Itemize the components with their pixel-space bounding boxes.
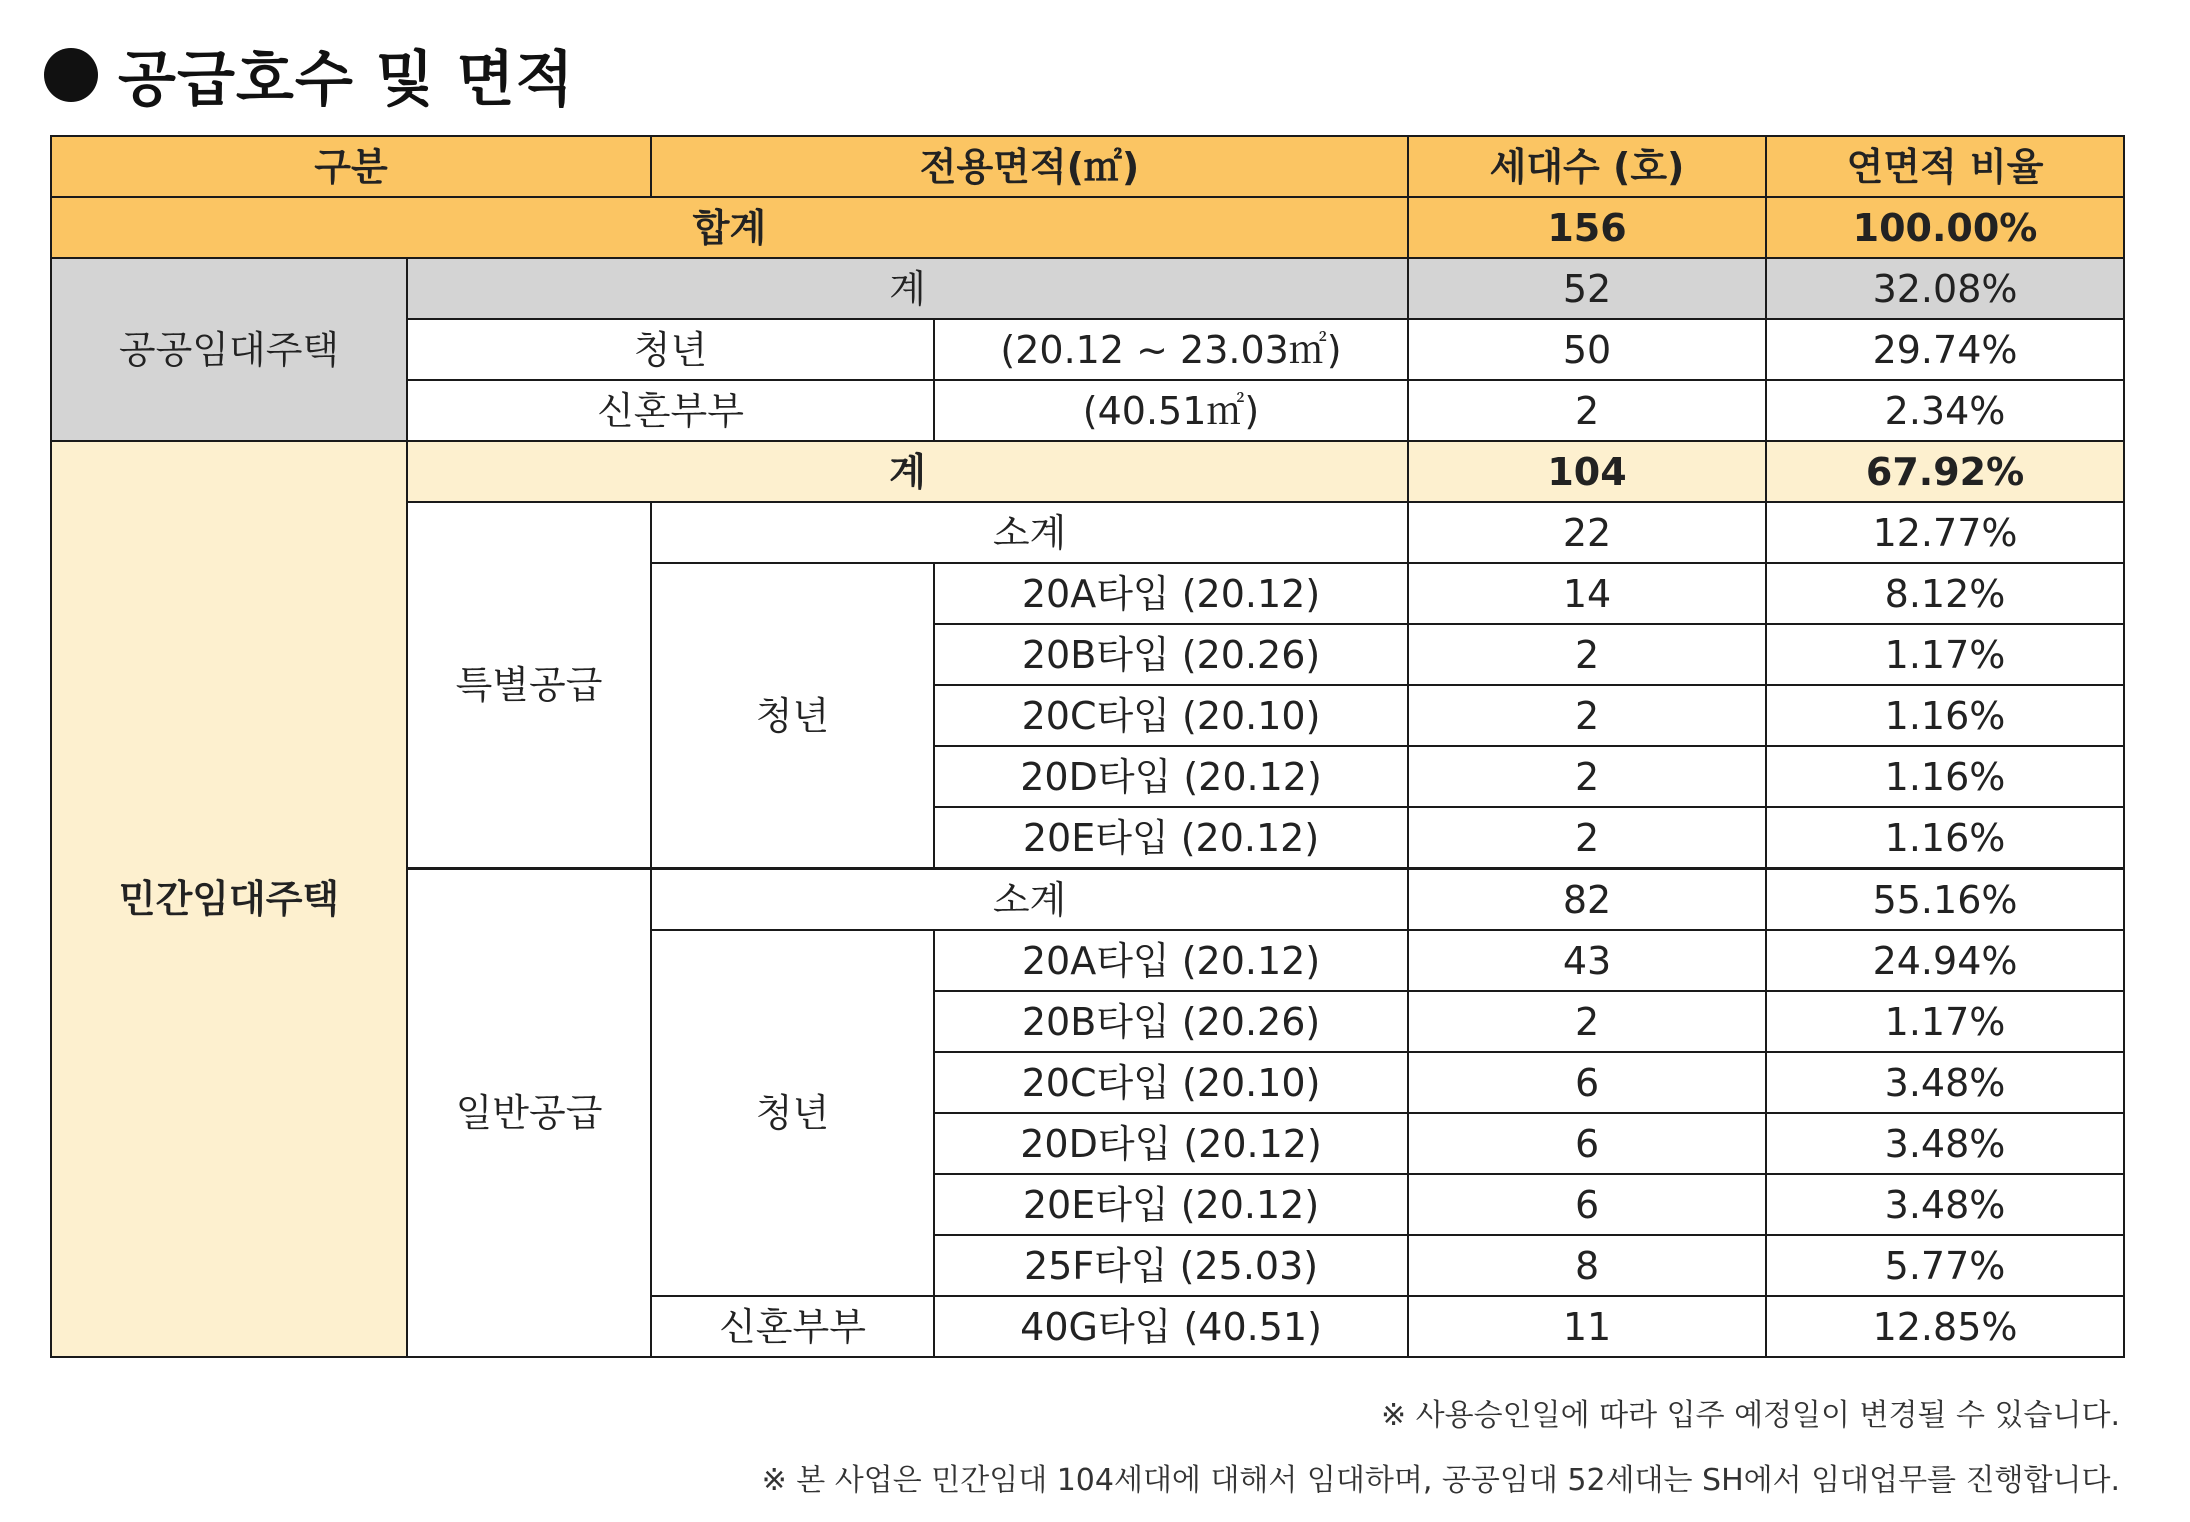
- row-area: (20.12 ~ 23.03㎡): [934, 319, 1408, 380]
- table-row-total: [51, 197, 2124, 258]
- bullet-icon: [44, 48, 98, 102]
- row-area: 40G타입 (40.51): [934, 1296, 1408, 1357]
- row-area: 20B타입 (20.26): [934, 991, 1408, 1052]
- row-ratio: 1.16%: [1766, 746, 2124, 807]
- special-subtotal-units: 22: [1408, 502, 1766, 563]
- header-category: 구분: [51, 136, 651, 197]
- row-ratio: 1.17%: [1766, 624, 2124, 685]
- note-business-scope: ※ 본 사업은 민간임대 104세대에 대해서 임대하며, 공공임대 52세대는 SH에서 임대업무를 진행합니다.: [761, 1463, 2120, 1498]
- private-subtotal-label: 계: [407, 441, 1408, 502]
- row-ratio: 5.77%: [1766, 1235, 2124, 1296]
- row-units: 14: [1408, 563, 1766, 624]
- row-units: 43: [1408, 930, 1766, 991]
- row-ratio: 2.34%: [1766, 380, 2124, 441]
- row-area: 20E타입 (20.12): [934, 1174, 1408, 1235]
- row-area: 25F타입 (25.03): [934, 1235, 1408, 1296]
- general-supply-label: 일반공급: [407, 869, 651, 1358]
- total-units: 156: [1408, 197, 1766, 258]
- special-subtotal-ratio: 12.77%: [1766, 502, 2124, 563]
- section-heading: [44, 30, 575, 120]
- row-area: 20A타입 (20.12): [934, 930, 1408, 991]
- row-units: 2: [1408, 991, 1766, 1052]
- row-area: (40.51㎡): [934, 380, 1408, 441]
- row-type: 청년: [407, 319, 934, 380]
- general-subtotal-units: 82: [1408, 869, 1766, 931]
- row-units: 2: [1408, 685, 1766, 746]
- header-units: 세대수 (호): [1408, 136, 1766, 197]
- private-subtotal-ratio: 67.92%: [1766, 441, 2124, 502]
- public-subtotal-ratio: 32.08%: [1766, 258, 2124, 319]
- private-rental-label: 민간임대주택: [51, 441, 407, 1357]
- row-ratio: 1.17%: [1766, 991, 2124, 1052]
- general-newlywed-label: 신혼부부: [651, 1296, 934, 1357]
- row-ratio: 29.74%: [1766, 319, 2124, 380]
- row-units: 11: [1408, 1296, 1766, 1357]
- section-title: 공급호수 및 면적: [118, 45, 575, 115]
- public-subtotal-label: 계: [407, 258, 1408, 319]
- header-ratio: 연면적 비율: [1766, 136, 2124, 197]
- row-units: 6: [1408, 1113, 1766, 1174]
- special-supply-label: 특별공급: [407, 502, 651, 869]
- row-ratio: 8.12%: [1766, 563, 2124, 624]
- row-area: 20E타입 (20.12): [934, 807, 1408, 869]
- row-ratio: 3.48%: [1766, 1174, 2124, 1235]
- total-label: 합계: [51, 197, 1408, 258]
- row-area: 20B타입 (20.26): [934, 624, 1408, 685]
- special-subtotal-label: 소계: [651, 502, 1408, 563]
- row-ratio: 1.16%: [1766, 685, 2124, 746]
- row-ratio: 12.85%: [1766, 1296, 2124, 1357]
- row-area: 20D타입 (20.12): [934, 746, 1408, 807]
- public-rental-label: 공공임대주택: [51, 258, 407, 441]
- header-area: 전용면적(㎡): [651, 136, 1408, 197]
- row-ratio: 3.48%: [1766, 1052, 2124, 1113]
- row-area: 20C타입 (20.10): [934, 685, 1408, 746]
- row-units: 8: [1408, 1235, 1766, 1296]
- table-row-private-subtotal: [51, 441, 2124, 502]
- supply-table: [50, 135, 2125, 1358]
- private-subtotal-units: 104: [1408, 441, 1766, 502]
- table-header-row: [51, 136, 2124, 197]
- row-ratio: 24.94%: [1766, 930, 2124, 991]
- row-type: 신혼부부: [407, 380, 934, 441]
- total-ratio: 100.00%: [1766, 197, 2124, 258]
- row-units: 6: [1408, 1052, 1766, 1113]
- note-occupancy: ※ 사용승인일에 따라 입주 예정일이 변경될 수 있습니다.: [1381, 1398, 2120, 1433]
- row-ratio: 3.48%: [1766, 1113, 2124, 1174]
- row-units: 6: [1408, 1174, 1766, 1235]
- general-youth-label: 청년: [651, 930, 934, 1296]
- row-area: 20C타입 (20.10): [934, 1052, 1408, 1113]
- general-subtotal-ratio: 55.16%: [1766, 869, 2124, 931]
- row-ratio: 1.16%: [1766, 807, 2124, 869]
- row-area: 20A타입 (20.12): [934, 563, 1408, 624]
- table-row-public-subtotal: [51, 258, 2124, 319]
- row-units: 50: [1408, 319, 1766, 380]
- row-units: 2: [1408, 746, 1766, 807]
- row-units: 2: [1408, 624, 1766, 685]
- row-area: 20D타입 (20.12): [934, 1113, 1408, 1174]
- row-units: 2: [1408, 380, 1766, 441]
- public-subtotal-units: 52: [1408, 258, 1766, 319]
- row-units: 2: [1408, 807, 1766, 869]
- special-youth-label: 청년: [651, 563, 934, 869]
- general-subtotal-label: 소계: [651, 869, 1408, 931]
